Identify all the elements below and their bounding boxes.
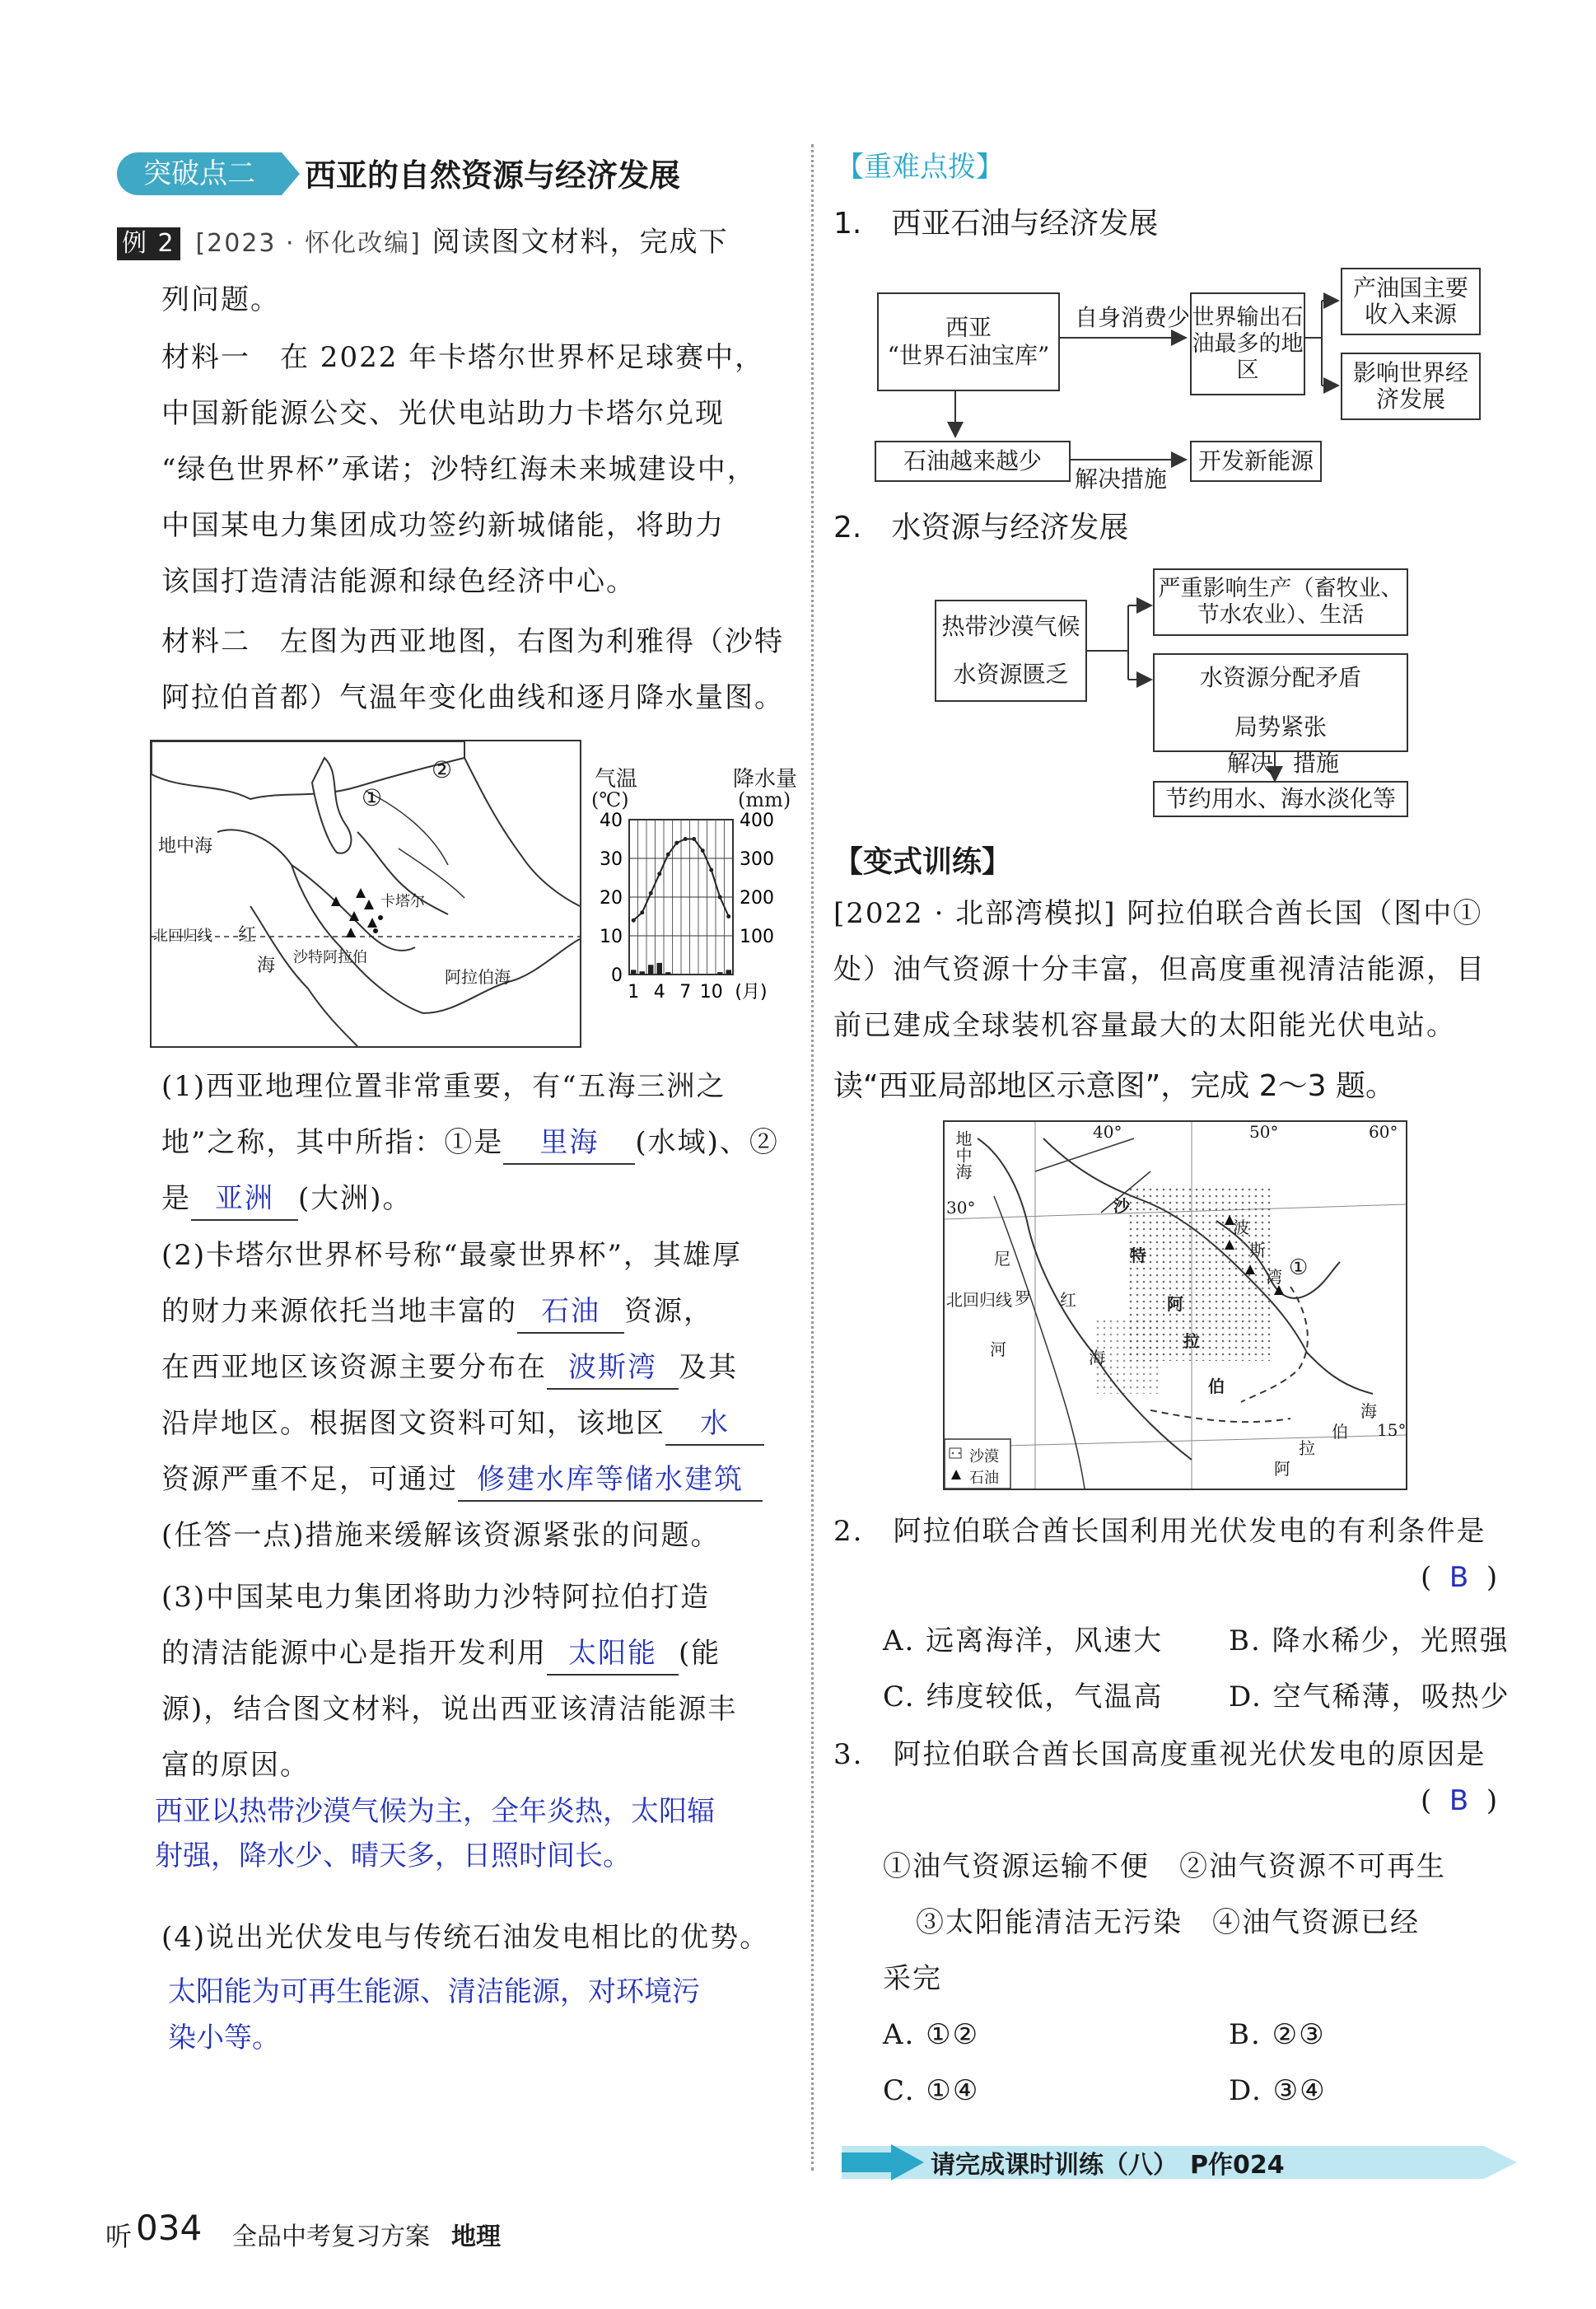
variant-intro [833, 886, 1486, 1054]
flow2-box-c-line2: 局势紧张 [1234, 713, 1327, 741]
flow1-box-a-line1: 西亚 [945, 314, 992, 341]
rq3-statement-line: 采完 [883, 1962, 942, 1995]
q3-answer-1: 太阳能 [568, 1637, 657, 1670]
precip-bar [717, 972, 723, 975]
intro-line-1: 阅读图文材料，完成下 [432, 226, 729, 259]
example-source: [2023 · 怀化改编] [195, 229, 422, 258]
q3-text: (能 [679, 1637, 721, 1670]
map2-hai: 海 [1089, 1348, 1105, 1367]
map2-arab-sea-4: 阿 [1274, 1459, 1290, 1479]
variant-line: [2022 · 北部湾模拟] 阿拉伯联合酋长国（图中① [833, 897, 1483, 930]
question-4 [161, 1909, 769, 1965]
rq3-option-d[interactable]: D. ③④ [1229, 2074, 1327, 2107]
flow2-box-conflict [1153, 653, 1408, 752]
q2-blank-4[interactable] [458, 1459, 763, 1502]
temperature-point [709, 868, 713, 872]
map-label-circle1: ① [362, 784, 383, 811]
variant-title: 【变式训练】 [833, 845, 1012, 879]
map2-luo: 罗 [1015, 1288, 1031, 1308]
water-section-title: 2. 水资源与经济发展 [833, 511, 1129, 545]
q2-answer-3: 水 [700, 1407, 730, 1440]
west-asia-partial-map [943, 1120, 1407, 1490]
column-divider [811, 144, 814, 2171]
rq2-stem: 2. 阿拉伯联合酋长国利用光伏发电的有利条件是 [833, 1515, 1486, 1548]
y-left-tick: 30 [600, 849, 623, 870]
q2-blank-3[interactable] [665, 1403, 764, 1446]
q1-answer-1: 里海 [539, 1126, 600, 1159]
rq2-option-b[interactable]: B. 降水稀少，光照强 [1229, 1624, 1510, 1657]
map2-hong: 红 [1060, 1290, 1076, 1310]
y-left-label: 气温 [595, 767, 638, 792]
map2-lon40: 40° [1093, 1122, 1122, 1142]
q2-text: 及其 [679, 1351, 738, 1384]
read-map-instruction: 读“西亚局部地区示意图”，完成 2～3 题。 [833, 1069, 1395, 1103]
q3-line: 源)，结合图文材料，说出西亚该清洁能源丰 [161, 1693, 738, 1726]
map2-a: 阿 [1167, 1294, 1183, 1314]
rq3-option-b[interactable]: B. ②③ [1229, 2018, 1326, 2051]
intro-line-2: 列问题。 [161, 283, 280, 316]
example-intro [117, 214, 729, 328]
y-right-tick: 300 [740, 849, 774, 870]
climate-chart-svg [586, 762, 809, 1046]
q2-line [161, 1395, 764, 1451]
q2-answer-4: 修建水库等储水建筑 [477, 1463, 744, 1496]
x-unit: (月) [735, 982, 768, 1003]
right-question-3 [833, 1727, 1486, 1783]
map2-arab-sea-2: 伯 [1332, 1422, 1348, 1442]
map2-wan: 湾 [1266, 1267, 1282, 1287]
book-title: 全品中考复习方案 [232, 2223, 430, 2251]
y-left-tick: 10 [600, 927, 623, 947]
q3-blank-1[interactable] [547, 1633, 679, 1676]
map2-arab-sea-3: 拉 [1299, 1438, 1315, 1458]
q2-text: 在西亚地区该资源主要分布在 [161, 1351, 547, 1384]
q1-text: 是 [161, 1182, 191, 1215]
temperature-point [718, 895, 722, 900]
temperature-point [692, 837, 696, 841]
flow1-box-a-line2: “世界石油宝库” [887, 342, 1050, 369]
flow2-box-desert [935, 600, 1087, 702]
y-left-tick: 40 [600, 811, 623, 831]
y-right-tick: 100 [740, 927, 774, 947]
map2-arab-sea-1: 海 [1360, 1401, 1377, 1421]
example-badge: 例 2 [117, 227, 180, 260]
q2-text: 的财力来源依托当地丰富的 [161, 1295, 517, 1328]
map-label-mediterranean: 地中海 [158, 836, 213, 857]
flow2-box-solution: 节约用水、海水淡化等 [1153, 781, 1408, 817]
flow2-box-c-line1: 水资源分配矛盾 [1199, 664, 1361, 691]
rq3-statements [883, 1839, 1446, 2119]
q1-line-2 [161, 1115, 779, 1171]
rq3-stem: 3. 阿拉伯联合酋长国高度重视光伏发电的原因是 [833, 1738, 1486, 1771]
x-tick: 7 [679, 982, 692, 1003]
flow2-box-impact: 严重影响生产（畜牧业、节水农业）、生活 [1153, 568, 1408, 636]
flow2-box-a-line1: 热带沙漠气候 [941, 613, 1080, 640]
material1-line: 中国某电力集团成功签约新城储能，将助力 [161, 509, 725, 542]
material1-line: 材料一 在 2022 年卡塔尔世界杯足球赛中， [161, 341, 765, 374]
rq2-answer: B [1449, 1561, 1469, 1594]
precip-bar [665, 972, 671, 975]
q2-answer-2: 波斯湾 [568, 1351, 657, 1384]
map-label-arabian-sea: 阿拉伯海 [445, 967, 511, 987]
map2-tropic: 北回归线 [946, 1290, 1012, 1310]
q1-blank-1[interactable] [503, 1122, 635, 1165]
q1-text: (水域)、② [635, 1126, 779, 1159]
map2-lat15: 15° [1377, 1420, 1407, 1440]
map2-sha: 沙 [1113, 1196, 1130, 1216]
flow1-box-economy: 影响世界经济发展 [1341, 353, 1481, 420]
material-1 [161, 330, 764, 610]
map2-la: 拉 [1183, 1331, 1200, 1351]
climate-chart [586, 762, 809, 1046]
q1-line-1: (1)西亚地理位置非常重要，有“五海三洲之 [161, 1070, 726, 1103]
map2-bai: 伯 [1208, 1377, 1225, 1396]
q2-text: 资源严重不足，可通过 [161, 1463, 458, 1496]
map-label-red-1: 红 [238, 925, 257, 946]
y-left-tick: 0 [611, 965, 623, 986]
rq3-answer: B [1449, 1784, 1469, 1817]
temperature-point [640, 910, 644, 914]
map2-te: 特 [1130, 1246, 1146, 1265]
x-tick: 1 [628, 982, 640, 1003]
q1-answer-2: 亚洲 [215, 1182, 274, 1215]
q2-text: 沿岸地区。根据图文资料可知，该地区 [161, 1407, 665, 1440]
map2-si: 斯 [1249, 1241, 1266, 1260]
flow1-box-oil-less: 石油越来越少 [875, 441, 1071, 482]
flow1-box-export: 世界输出石油最多的地区 [1190, 292, 1305, 395]
rq3-option-c[interactable]: C. ①④ [883, 2074, 980, 2107]
question-2 [161, 1227, 764, 1563]
rq3-answer-bracket: ( B ) [1421, 1784, 1498, 1817]
rq2-option-d[interactable]: D. 空气稀薄，吸热少 [1229, 1680, 1510, 1713]
y-right-label: 降水量 [733, 767, 798, 792]
map2-legend-oil: 石油 [969, 1470, 999, 1487]
precip-bar [657, 963, 663, 975]
q2-line [161, 1283, 764, 1339]
q1-text: 地”之称，其中所指：①是 [161, 1126, 504, 1159]
q1-blank-2[interactable] [191, 1178, 298, 1221]
q3-answer-text [155, 1789, 715, 1878]
material2-line: 阿拉伯首都）气温年变化曲线和逐月降水量图。 [161, 681, 784, 714]
section-title: 西亚的自然资源与经济发展 [305, 157, 681, 194]
map2-legend-desert: 沙漠 [969, 1448, 999, 1465]
y-right-tick: 200 [740, 888, 774, 909]
q4-answer-text [168, 1969, 700, 2061]
map2-lon50: 50° [1249, 1122, 1279, 1142]
material-2 [161, 614, 784, 726]
temperature-point [649, 891, 653, 895]
x-tick: 10 [699, 982, 723, 1003]
flow1-box-new-energy: 开发新能源 [1190, 441, 1322, 482]
q3-answer-line: 西亚以热带沙漠气候为主，全年炎热，太阳辐 [155, 1795, 715, 1828]
temperature-point [726, 914, 730, 918]
material1-line: 中国新能源公交、光伏电站助力卡塔尔兑现 [161, 397, 725, 430]
rq3-statement-line: ①油气资源运输不便 ②油气资源不可再生 [883, 1850, 1446, 1883]
q2-line: (任答一点)措施来缓解该资源紧张的问题。 [161, 1519, 721, 1552]
precip-bar [709, 974, 715, 975]
map-label-red-2: 海 [257, 956, 276, 976]
rq2-answer-bracket: ( B ) [1421, 1561, 1498, 1594]
page-prefix: 听 [105, 2221, 133, 2252]
temperature-point [632, 918, 636, 923]
q2-line [161, 1339, 764, 1395]
temperature-point [666, 853, 670, 857]
map-label-tropic: 北回归线 [153, 928, 212, 945]
x-tick: 4 [653, 982, 665, 1003]
map2-bo: 波 [1233, 1218, 1249, 1237]
section-tag: 突破点二 [117, 152, 282, 195]
page-number: 034 [136, 2208, 203, 2248]
temperature-point [684, 837, 688, 841]
q1-line-3 [161, 1171, 779, 1227]
precip-bar [631, 970, 637, 975]
map2-ni: 尼 [994, 1249, 1010, 1269]
q4-answer-line: 染小等。 [168, 2022, 280, 2054]
y-right-unit: (mm) [738, 788, 791, 811]
rq2-options [883, 1613, 1510, 1725]
flow1-arrow-label2: 解决措施 [1075, 465, 1168, 493]
question-1 [161, 1059, 779, 1227]
q3-line: 富的原因。 [161, 1749, 310, 1782]
rq3-statement-line: ③太阳能清洁无污染 ④油气资源已经 [916, 1906, 1420, 1939]
map2-lat30: 30° [946, 1198, 976, 1218]
key-points-title: 【重难点拨】 [836, 151, 1004, 184]
west-asia-map [150, 740, 581, 1048]
flow1-arrow-label: 自身消费少 [1075, 304, 1191, 331]
q2-line: (2)卡塔尔世界杯号称“最豪世界杯”，其雄厚 [161, 1239, 742, 1272]
q1-text: (大洲)。 [298, 1182, 413, 1215]
map-label-circle2: ② [432, 756, 453, 783]
q3-text: 的清洁能源中心是指开发利用 [161, 1637, 547, 1670]
q2-blank-2[interactable] [547, 1347, 679, 1390]
rq2-option-a[interactable]: A. 远离海洋，风速大 [883, 1624, 1164, 1657]
material2-line: 材料二 左图为西亚地图，右图为利雅得（沙特 [161, 625, 784, 658]
precip-bar [640, 971, 646, 975]
map-label-qatar: 卡塔尔 [380, 893, 425, 910]
q3-line [161, 1625, 737, 1681]
flow2-box-a-line2: 水资源匮乏 [953, 661, 1069, 688]
y-left-unit: (℃) [591, 788, 629, 811]
rq2-option-c[interactable]: C. 纬度较低，气温高 [883, 1680, 1164, 1713]
flow2-label-measure: 措施 [1293, 750, 1340, 777]
precip-bar [726, 970, 732, 975]
subject-label: 地理 [451, 2223, 501, 2251]
right-question-2 [833, 1503, 1486, 1559]
map2-sea-land: 地中海 [953, 1130, 973, 1180]
material1-line: 该国打造清洁能源和绿色经济中心。 [161, 565, 636, 598]
q3-line: (3)中国某电力集团将助力沙特阿拉伯打造 [161, 1581, 711, 1614]
q4-answer-line: 太阳能为可再生能源、清洁能源，对环境污 [168, 1975, 700, 2008]
flow1-box-west-asia [877, 292, 1060, 391]
y-left-tick: 20 [600, 888, 623, 909]
map2-lon60: 60° [1369, 1122, 1398, 1142]
precip-bar [648, 965, 654, 975]
material1-line: “绿色世界杯”承诺；沙特红海未来城建设中， [161, 453, 757, 486]
temperature-point [657, 872, 661, 876]
variant-line: 处）油气资源十分丰富，但高度重视清洁能源，目 [833, 953, 1486, 986]
q4-line: (4)说出光伏发电与传统石油发电相比的优势。 [161, 1921, 770, 1954]
flow2-label-solve: 解决 [1227, 750, 1274, 777]
q2-line [161, 1451, 764, 1507]
flow1-box-income: 产油国主要收入来源 [1341, 268, 1481, 335]
temperature-point [674, 841, 679, 845]
map2-he: 河 [990, 1339, 1006, 1359]
q2-answer-1: 石油 [541, 1295, 600, 1328]
rq3-option-a[interactable]: A. ①② [883, 2018, 980, 2051]
q3-answer-line: 射强，降水少、晴天多，日照时间长。 [155, 1839, 631, 1872]
q2-blank-1[interactable] [517, 1291, 624, 1334]
oil-section-title: 1. 西亚石油与经济发展 [833, 207, 1159, 241]
q2-text: 资源， [624, 1295, 713, 1328]
homework-band-text: 请完成课时训练（八） P作024 [931, 2151, 1285, 2180]
y-right-tick: 400 [740, 811, 774, 831]
variant-line: 前已建成全球装机容量最大的太阳能光伏电站。 [833, 1009, 1456, 1042]
temperature-point [701, 848, 705, 853]
question-3 [161, 1569, 737, 1793]
map2-circle: ① [1289, 1255, 1309, 1280]
map-label-saudi: 沙特阿拉伯 [293, 949, 367, 966]
